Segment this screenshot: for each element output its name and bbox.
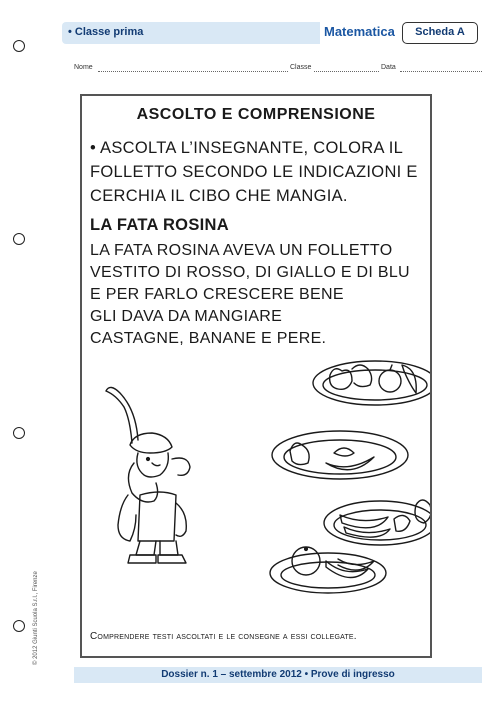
plate-bananas-strawberry-pear[interactable] bbox=[324, 500, 430, 545]
subject-label: Matematica bbox=[324, 24, 395, 39]
story-line: LA FATA ROSINA AVEVA UN FOLLETTO bbox=[90, 242, 393, 259]
class-field-line[interactable] bbox=[314, 71, 379, 72]
class-banner bbox=[62, 22, 320, 44]
header-bar bbox=[62, 22, 482, 44]
story-line: VESTITO DI ROSSO, DI GIALLO E DI BLU bbox=[90, 264, 410, 281]
name-field-line[interactable] bbox=[98, 71, 288, 72]
sheet-label: Scheda A bbox=[415, 26, 465, 38]
binder-hole bbox=[13, 40, 25, 52]
illustration bbox=[90, 355, 430, 620]
instruction-text: • ASCOLTA L’INSEGNANTE, COLORA IL FOLLETTO SECONDO LE INDICAZIONI E CERCHIA IL CIBO CHE MANGIA. bbox=[90, 139, 418, 205]
plate-chestnut-banana-pear[interactable] bbox=[272, 431, 408, 479]
story-text bbox=[90, 240, 430, 350]
elf-illustration[interactable] bbox=[106, 387, 190, 563]
story-line: GLI DAVA DA MANGIARE bbox=[90, 308, 283, 325]
copyright-text: © 2012 Giunti Scuola S.r.l., Firenze bbox=[33, 571, 39, 665]
sheet-tag bbox=[402, 22, 478, 44]
footer-bar bbox=[74, 667, 482, 683]
date-field-label: Data bbox=[381, 64, 396, 71]
date-field-line[interactable] bbox=[400, 71, 482, 72]
learning-goal: Comprendere testi ascoltati e le consegne a essi collegate. bbox=[90, 631, 357, 642]
class-field-label: Classe bbox=[290, 64, 312, 71]
name-field-label: Nome bbox=[74, 64, 93, 71]
plate-pears-apple-banana[interactable] bbox=[313, 361, 430, 405]
binder-hole bbox=[13, 620, 25, 632]
class-label: • Classe prima bbox=[68, 26, 144, 38]
binder-hole bbox=[13, 427, 25, 439]
story-line: E PER FARLO CRESCERE BENE bbox=[90, 286, 344, 303]
story-title: LA FATA ROSINA bbox=[90, 216, 229, 234]
worksheet-title: ASCOLTO E COMPRENSIONE bbox=[136, 106, 376, 123]
plate-orange-banana[interactable] bbox=[270, 547, 386, 593]
story-line: CASTAGNE, BANANE E PERE. bbox=[90, 330, 327, 347]
footer-text: Dossier n. 1 – settembre 2012 • Prove di ingresso bbox=[161, 669, 395, 680]
binder-hole bbox=[13, 233, 25, 245]
